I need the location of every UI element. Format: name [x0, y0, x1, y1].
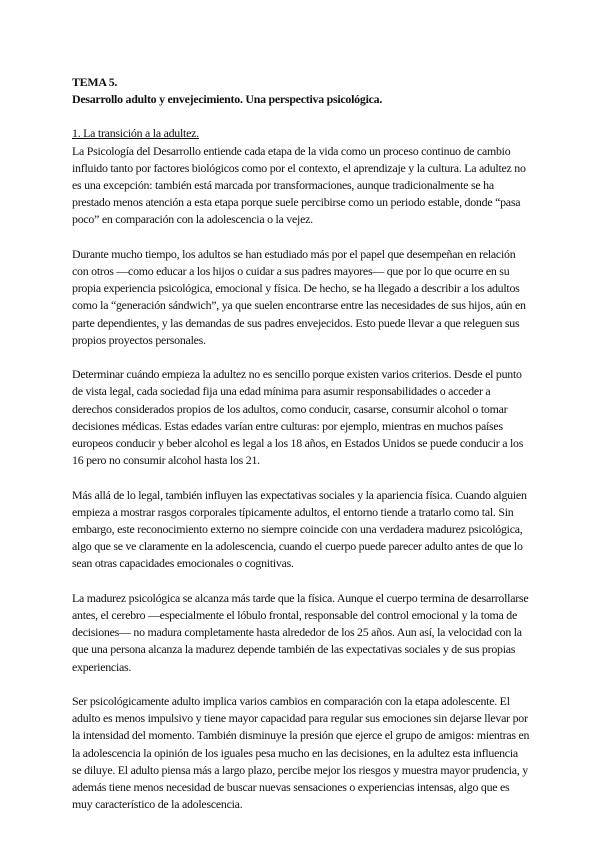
section-title: 1. La transición a la adultez. — [72, 126, 199, 141]
paragraph-2: Durante mucho tiempo, los adultos se han estudiado más por el papel que desempeñan en relación con otros —como educar a los hijos o cuidar a sus padres mayores— que por lo que ocurre en su propia experiencia psicológica, emocional y física. De hecho, se ha llegado a describir a los adultos como la “generación sándwich”, ya que suelen encontrarse entre las necesidades de sus hijos, aún en parte dependientes, y las demandas de sus padres envejecidos. Esto puede llevar a que releguen sus propios proyectos personales. — [72, 246, 526, 347]
paragraph-1: La Psicología del Desarrollo entiende cada etapa de la vida como un proceso continuo de cambio influido tanto por factores biológicos como por el contexto, el aprendizaje y la cultura. La adultez no es una excepción: también está marcada por transformaciones, aunque tradicionalmente se ha prestado menos atención a esta etapa porque suele percibirse como un periodo estable, donde “pasa poco” en comparación con la adolescencia o la vejez. — [72, 143, 526, 227]
document-title: Desarrollo adulto y envejecimiento. Una perspectiva psicológica. — [72, 92, 383, 107]
topic-label: TEMA 5. — [72, 75, 118, 89]
paragraph-5: La madurez psicológica se alcanza más tarde que la física. Aunque el cuerpo termina de desarrollarse antes, el cerebro —especialmente el lóbulo frontal, responsable del control emocional y la toma de decisiones— no madura completamente hasta alrededor de los 25 años. Aun así, la velocidad con la que una persona alcanza la madurez depende también de las expectativas sociales y de sus propias experiencias. — [72, 590, 529, 674]
paragraph-4: Más allá de lo legal, también influyen las expectativas sociales y la apariencia física. Cuando alguien empieza a mostrar rasgos corporales típicamente adultos, el entorno tiende a tratarlo como tal. Sin embargo, este reconocimiento externo no siempre coincide con una verdadera madurez psicológica, algo que se ve claramente en la adolescencia, cuando el cuerpo puede parecer adulto antes de que lo sean otras capacidades emocionales o cognitivas. — [72, 487, 527, 571]
document-page — [72, 74, 530, 831]
paragraph-3: Determinar cuándo empieza la adultez no es sencillo porque existen varios criterios. Desde el punto de vista legal, cada sociedad fija una edad mínima para asumir responsabilidades o acceder a derechos considerados propios de los adultos, como conducir, casarse, consumir alcohol o tomar decisiones médicas. Estas edades varían entre culturas: por ejemplo, mientras en muchos países europeos conducir y beber alcohol es legal a los 18 años, en Estados Unidos se puede conducir a los 16 pero no consumir alcohol hasta los 21. — [72, 367, 524, 468]
paragraph-6: Ser psicológicamente adulto implica varios cambios en comparación con la etapa adolescente. El adulto es menos impulsivo y tiene mayor capacidad para regular sus emociones sin dejarse llevar por la intensidad del momento. También disminuye la presión que ejerce el grupo de amigos: mientras en la adolescencia la opinión de los iguales pesa mucho en las decisiones, en la adultez esta influencia se diluye. El adulto piensa más a largo plazo, percibe mejor los riesgos y muestra mayor prudencia, y además tiene menos necesidad de buscar nuevas sensaciones o experiencias intensas, algo que es muy característico de la adolescencia. — [72, 694, 530, 812]
document-heading — [72, 74, 530, 108]
